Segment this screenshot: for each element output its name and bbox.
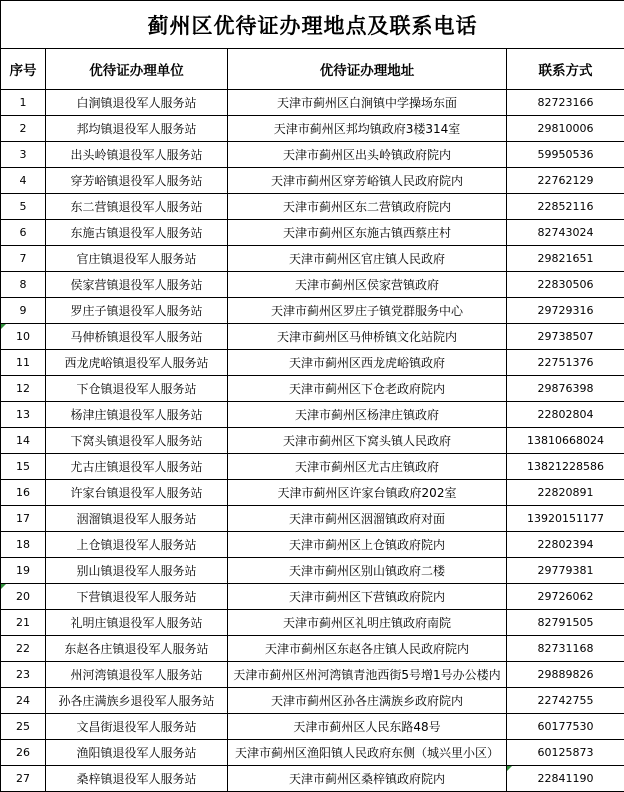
cell-comment-marker	[507, 766, 512, 771]
cell-index[interactable]: 24	[1, 688, 46, 714]
cell-unit[interactable]: 孙各庄满族乡退役军人服务站	[46, 688, 228, 714]
cell-phone[interactable]: 13810668024	[507, 428, 624, 454]
table-row	[1, 220, 624, 246]
cell-address[interactable]: 天津市蓟州区出头岭镇政府院内	[228, 142, 507, 168]
table-row	[1, 272, 624, 298]
cell-unit[interactable]: 许家台镇退役军人服务站	[46, 480, 228, 506]
cell-address[interactable]: 天津市蓟州区渔阳镇人民政府东侧（城兴里小区）	[228, 740, 507, 766]
cell-phone-text: 22841190	[538, 772, 594, 785]
cell-unit[interactable]: 上仓镇退役军人服务站	[46, 532, 228, 558]
cell-phone[interactable]: 82791505	[507, 610, 624, 636]
table-row	[1, 506, 624, 532]
cell-address[interactable]: 天津市蓟州区尤古庄镇政府	[228, 454, 507, 480]
cell-index[interactable]: 13	[1, 402, 46, 428]
header-address[interactable]: 优待证办理地址	[228, 49, 507, 90]
table-row	[1, 714, 624, 740]
table-row	[1, 116, 624, 142]
cell-address[interactable]: 天津市蓟州区罗庄子镇党群服务中心	[228, 298, 507, 324]
cell-unit[interactable]: 杨津庄镇退役军人服务站	[46, 402, 228, 428]
cell-unit[interactable]: 邦均镇退役军人服务站	[46, 116, 228, 142]
cell-address[interactable]: 天津市蓟州区杨津庄镇政府	[228, 402, 507, 428]
cell-index[interactable]	[1, 584, 46, 610]
cell-comment-marker	[1, 584, 6, 589]
cell-index[interactable]	[1, 324, 46, 350]
cell-phone[interactable]: 22802804	[507, 402, 624, 428]
cell-address[interactable]: 天津市蓟州区白涧镇中学操场东面	[228, 90, 507, 116]
cell-index[interactable]: 4	[1, 168, 46, 194]
cell-index[interactable]: 15	[1, 454, 46, 480]
header-unit[interactable]: 优待证办理单位	[46, 49, 228, 90]
table-row	[1, 402, 624, 428]
cell-address[interactable]: 天津市蓟州区许家台镇政府202室	[228, 480, 507, 506]
cell-index[interactable]: 14	[1, 428, 46, 454]
cell-address[interactable]: 天津市蓟州区马伸桥镇文化站院内	[228, 324, 507, 350]
cell-address[interactable]: 天津市蓟州区下营镇政府院内	[228, 584, 507, 610]
cell-unit[interactable]: 下营镇退役军人服务站	[46, 584, 228, 610]
cell-address[interactable]: 天津市蓟州区上仓镇政府院内	[228, 532, 507, 558]
cell-phone[interactable]: 29726062	[507, 584, 624, 610]
table-row	[1, 350, 624, 376]
cell-index-text: 10	[16, 330, 30, 343]
cell-unit[interactable]: 侯家营镇退役军人服务站	[46, 272, 228, 298]
table-row	[1, 454, 624, 480]
cell-phone[interactable]: 29821651	[507, 246, 624, 272]
cell-unit[interactable]: 西龙虎峪镇退役军人服务站	[46, 350, 228, 376]
cell-index[interactable]: 12	[1, 376, 46, 402]
cell-index[interactable]: 27	[1, 766, 46, 792]
cell-index[interactable]: 22	[1, 636, 46, 662]
cell-unit[interactable]: 桑梓镇退役军人服务站	[46, 766, 228, 792]
cell-address[interactable]: 天津市蓟州区侯家营镇政府	[228, 272, 507, 298]
cell-unit[interactable]: 礼明庄镇退役军人服务站	[46, 610, 228, 636]
table-row	[1, 740, 624, 766]
cell-address[interactable]: 天津市蓟州区邦均镇政府3楼314室	[228, 116, 507, 142]
cell-unit[interactable]: 东二营镇退役军人服务站	[46, 194, 228, 220]
cell-phone[interactable]: 82743024	[507, 220, 624, 246]
cell-phone[interactable]: 22762129	[507, 168, 624, 194]
cell-phone[interactable]: 22820891	[507, 480, 624, 506]
table-row	[1, 246, 624, 272]
cell-index[interactable]: 23	[1, 662, 46, 688]
cell-phone[interactable]: 29876398	[507, 376, 624, 402]
cell-phone[interactable]: 82723166	[507, 90, 624, 116]
cell-phone[interactable]: 29889826	[507, 662, 624, 688]
cell-address[interactable]: 天津市蓟州区穿芳峪镇人民政府院内	[228, 168, 507, 194]
cell-phone[interactable]: 22830506	[507, 272, 624, 298]
table-row	[1, 558, 624, 584]
table-row	[1, 662, 624, 688]
cell-unit[interactable]: 州河湾镇退役军人服务站	[46, 662, 228, 688]
cell-unit[interactable]: 罗庄子镇退役军人服务站	[46, 298, 228, 324]
cell-unit[interactable]: 出头岭镇退役军人服务站	[46, 142, 228, 168]
cell-address[interactable]: 天津市蓟州区东二营镇政府院内	[228, 194, 507, 220]
cell-address[interactable]: 天津市蓟州区人民东路48号	[228, 714, 507, 740]
title-row	[1, 1, 624, 49]
cell-index[interactable]: 8	[1, 272, 46, 298]
cell-address[interactable]: 天津市蓟州区礼明庄镇政府南院	[228, 610, 507, 636]
cell-address[interactable]: 天津市蓟州区官庄镇人民政府	[228, 246, 507, 272]
cell-phone[interactable]: 13821228586	[507, 454, 624, 480]
table-row	[1, 688, 624, 714]
cell-index[interactable]: 19	[1, 558, 46, 584]
cell-comment-marker	[1, 324, 6, 329]
cell-phone[interactable]: 59950536	[507, 142, 624, 168]
cell-unit[interactable]: 东赵各庄镇退役军人服务站	[46, 636, 228, 662]
cell-phone[interactable]: 22742755	[507, 688, 624, 714]
cell-phone[interactable]: 13920151177	[507, 506, 624, 532]
cell-index[interactable]: 16	[1, 480, 46, 506]
cell-phone[interactable]: 60177530	[507, 714, 624, 740]
cell-index[interactable]: 17	[1, 506, 46, 532]
table-row	[1, 194, 624, 220]
table-row	[1, 428, 624, 454]
cell-unit[interactable]: 下仓镇退役军人服务站	[46, 376, 228, 402]
cell-address[interactable]: 天津市蓟州区州河湾镇青池西街5号增1号办公楼内	[228, 662, 507, 688]
cell-unit[interactable]: 马伸桥镇退役军人服务站	[46, 324, 228, 350]
cell-phone[interactable]: 29810006	[507, 116, 624, 142]
cell-index[interactable]: 18	[1, 532, 46, 558]
table-row	[1, 480, 624, 506]
cell-address[interactable]: 天津市蓟州区桑梓镇政府院内	[228, 766, 507, 792]
table-row	[1, 324, 624, 350]
table-row	[1, 766, 624, 792]
cell-phone[interactable]	[507, 766, 624, 792]
table-row	[1, 376, 624, 402]
cell-address[interactable]: 天津市蓟州区别山镇政府二楼	[228, 558, 507, 584]
cell-phone[interactable]: 22852116	[507, 194, 624, 220]
table-row	[1, 142, 624, 168]
cell-unit[interactable]: 东施古镇退役军人服务站	[46, 220, 228, 246]
cell-unit[interactable]: 文昌街退役军人服务站	[46, 714, 228, 740]
cell-phone[interactable]: 22751376	[507, 350, 624, 376]
cell-index-text: 20	[16, 590, 30, 603]
table-row	[1, 532, 624, 558]
cell-address[interactable]: 天津市蓟州区洇溜镇政府对面	[228, 506, 507, 532]
cell-address[interactable]: 天津市蓟州区东赵各庄镇人民政府院内	[228, 636, 507, 662]
cell-unit[interactable]: 尤古庄镇退役军人服务站	[46, 454, 228, 480]
table-row	[1, 298, 624, 324]
table-row	[1, 90, 624, 116]
cell-unit[interactable]: 洇溜镇退役军人服务站	[46, 506, 228, 532]
cell-index[interactable]: 1	[1, 90, 46, 116]
table-row	[1, 636, 624, 662]
cell-index[interactable]: 21	[1, 610, 46, 636]
cell-index[interactable]: 26	[1, 740, 46, 766]
cell-phone[interactable]: 29738507	[507, 324, 624, 350]
header-row	[1, 49, 624, 90]
cell-address[interactable]: 天津市蓟州区下仓老政府院内	[228, 376, 507, 402]
cell-phone[interactable]: 29779381	[507, 558, 624, 584]
cell-unit[interactable]: 别山镇退役军人服务站	[46, 558, 228, 584]
cell-phone[interactable]: 22802394	[507, 532, 624, 558]
cell-index[interactable]: 11	[1, 350, 46, 376]
cell-address[interactable]: 天津市蓟州区孙各庄满族乡政府院内	[228, 688, 507, 714]
table-row	[1, 168, 624, 194]
cell-phone[interactable]: 60125873	[507, 740, 624, 766]
cell-index[interactable]: 3	[1, 142, 46, 168]
cell-index[interactable]: 25	[1, 714, 46, 740]
cell-unit[interactable]: 渔阳镇退役军人服务站	[46, 740, 228, 766]
cell-unit[interactable]: 官庄镇退役军人服务站	[46, 246, 228, 272]
header-index[interactable]: 序号	[1, 49, 46, 90]
cell-address[interactable]: 天津市蓟州区西龙虎峪镇政府	[228, 350, 507, 376]
cell-index[interactable]: 7	[1, 246, 46, 272]
cell-address[interactable]: 天津市蓟州区东施古镇西蔡庄村	[228, 220, 507, 246]
cell-index[interactable]: 5	[1, 194, 46, 220]
cell-index[interactable]: 9	[1, 298, 46, 324]
cell-unit[interactable]: 下窝头镇退役军人服务站	[46, 428, 228, 454]
cell-phone[interactable]: 82731168	[507, 636, 624, 662]
cell-index[interactable]: 2	[1, 116, 46, 142]
table-row	[1, 584, 624, 610]
table-row	[1, 610, 624, 636]
cell-address[interactable]: 天津市蓟州区下窝头镇人民政府	[228, 428, 507, 454]
cell-phone[interactable]: 29729316	[507, 298, 624, 324]
cell-index[interactable]: 6	[1, 220, 46, 246]
page-title[interactable]: 蓟州区优待证办理地点及联系电话	[1, 1, 624, 49]
cell-unit[interactable]: 白涧镇退役军人服务站	[46, 90, 228, 116]
header-contact[interactable]: 联系方式	[507, 49, 624, 90]
cell-unit[interactable]: 穿芳峪镇退役军人服务站	[46, 168, 228, 194]
